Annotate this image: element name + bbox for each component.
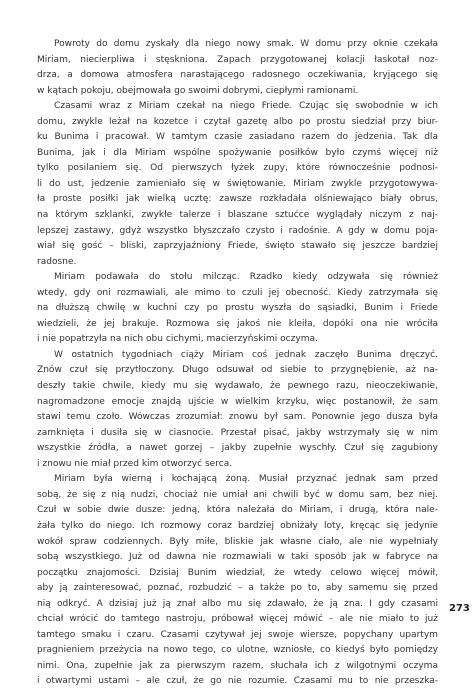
text-line: tylko posilaniem się. Od pierwszych łyżek zupy, które równocześnie podnosi- [37,163,438,174]
text-line: Czasami wraz z Miriam czekał na niego Friede. Czując się swobodnie w ich [54,101,438,112]
text-line: W ostatnich tygodniach ciąży Miriam coś jednak zaczęło Bunima dręczyć. [54,349,438,360]
text-line: ku Bunima i pracował. W tamtym czasie zasiadano razem do jedzenia. Tak dla [37,132,438,143]
text-line: li do ust, jedzenie zamieniało się w świętowanie. Miriam zwykle przygotowywa- [37,178,438,189]
text-line: sobą wszystkiego. Już od dawna nie rozmawiali w taki sposób jak w fabryce na [37,552,438,563]
text-line: Miriam, niecierpliwa i stęskniona. Zapach przygotowanej kolacji łaskotał noz- [37,54,438,65]
text-line: Czuł w sobie dwie dusze: jedną, która należała do Miriam, i drugą, która nale- [37,505,438,516]
text-line: radosne. [37,256,77,267]
text-line: ła proste posiłki jak wielką ucztę: zawsze rozkładała olśniewająco biały obrus, [37,194,438,205]
text-line: tamtego smaku i czaru. Czasami czytywał jej swoje wiersze, popychany upartym [37,629,438,640]
text-line: Powroty do domu zyskały dla niego nowy smak. W domu przy oknie czekała [54,39,438,49]
text-line: i otwartymi ustami – ale czuł, że go nie rozumie. Czasami mu to nie przeszka- [37,676,438,687]
text-line: wtedy, gdy oni rozmawiali, ale mimo to czuli jej obecność. Kiedy zatrzymała się [37,287,438,298]
text-line: wiedzieli, że jej brakuje. Rozmowa się jakoś nie kleiła, dopóki ona nie wróciła [37,318,438,329]
text-line: wokół spraw codziennych. Były miłe, bliskie jak własne ciało, ale nie wypełniały [37,536,438,547]
text-line: na dłuższą chwilę w kuchni czy po prostu wyszła do sąsiadki, Bunim i Friede [37,303,438,314]
text-line: Znów czuł się przytłoczony. Długo odsuwał od siebie to przygnębienie, aż na- [37,365,438,376]
text-line: początku znajomości. Dzisiaj Bunim wiedział, że wtedy celowo więcej mówił, [37,567,438,578]
text-line: drza, a domowa atmosfera narastającego radosnego oczekiwania, kryjącego się [37,70,438,81]
text-line: nagromadzone emocje znajdą ujście w wielkim krzyku, więc postanowił, że sam [37,396,438,407]
text-line: aby ją zainteresować, poznać, rozbudzić – a także po to, aby samemu się przed [37,583,438,594]
text-line: wszystkie źródła, a nawet gorzej – jakby zupełnie wyschły. Czuł się zagubiony [37,443,438,454]
text-line: nią odkryć. A dzisiaj już ją znał albo mu się zdawało, że ją zna. I gdy czasami [37,598,438,609]
text-line: i nie popatrzyła na nich obu cichymi, macierzyńskimi oczyma. [37,334,318,345]
text-line: sobą, że się z nią nudzi, chociaż nie umiał ani chwili być w domu sam, bez niej. [37,489,438,500]
text-line: Miriam była wierną i kochającą żoną. Musiał przyznać jednak sam przed [54,474,438,485]
text-line: deszły takie chwile, kiedy mu się wydawało, że pewnego razu, nieoczekiwanie, [37,381,438,392]
text-line: lepszej zastawy, gdyż wszystko błyszczało czysto i radośnie. A gdy w domu poja- [37,225,438,236]
text-line: wiał się gość – bliski, zaprzyjaźniony Friede, święto stawało się jeszcze bardziej [37,241,438,252]
text-line: i znowu nie miał przed kim otworzyć serca. [37,458,233,469]
text-line: zamknięta i dusiła się w ciasnocie. Przestał pisać, jakby wstrzymały się w nim [37,427,438,438]
text-line: żała tylko do niego. Ich rozmowy coraz bardziej obniżały loty, kręcąc się jedynie [37,520,438,531]
text-line: nimi. Ona, zupełnie jak za pierwszym razem, słuchała ich z wilgotnymi oczyma [37,660,438,671]
text-line: pragnieniem przeżycia na nowo tego, co ulotne, wzniosłe, co kiedyś było pomiędzy [37,645,438,656]
text-line: Miriam podawała do stołu milcząc. Rzadko kiedy odzywała się również [54,272,438,283]
body-text [37,37,438,690]
text-line: domu, zwykle leżał na kozetce i czytał gazetę albo po prostu siedział przy biur- [37,116,438,127]
text-line: Bunima, jak i dla Miriam wspólne spożywanie posiłków było czymś więcej niż [37,147,438,158]
text-line: na którym szklanki, zwykłe talerze i blaszane sztućce wyglądały niczym z naj- [37,210,438,221]
text-line: chciał wrócić do tamtego nastroju, próbował więcej mówić – ale nie miało to już [37,614,438,625]
text-line: stawi temu czoło. Wówczas zrozumiał: znowu był sam. Ponownie jego dusza była [37,412,438,423]
text-line: w kątach pokoju, obejmowała go swoimi dobrymi, ciepłymi ramionami. [37,85,359,96]
page-number: 273 [449,603,470,614]
